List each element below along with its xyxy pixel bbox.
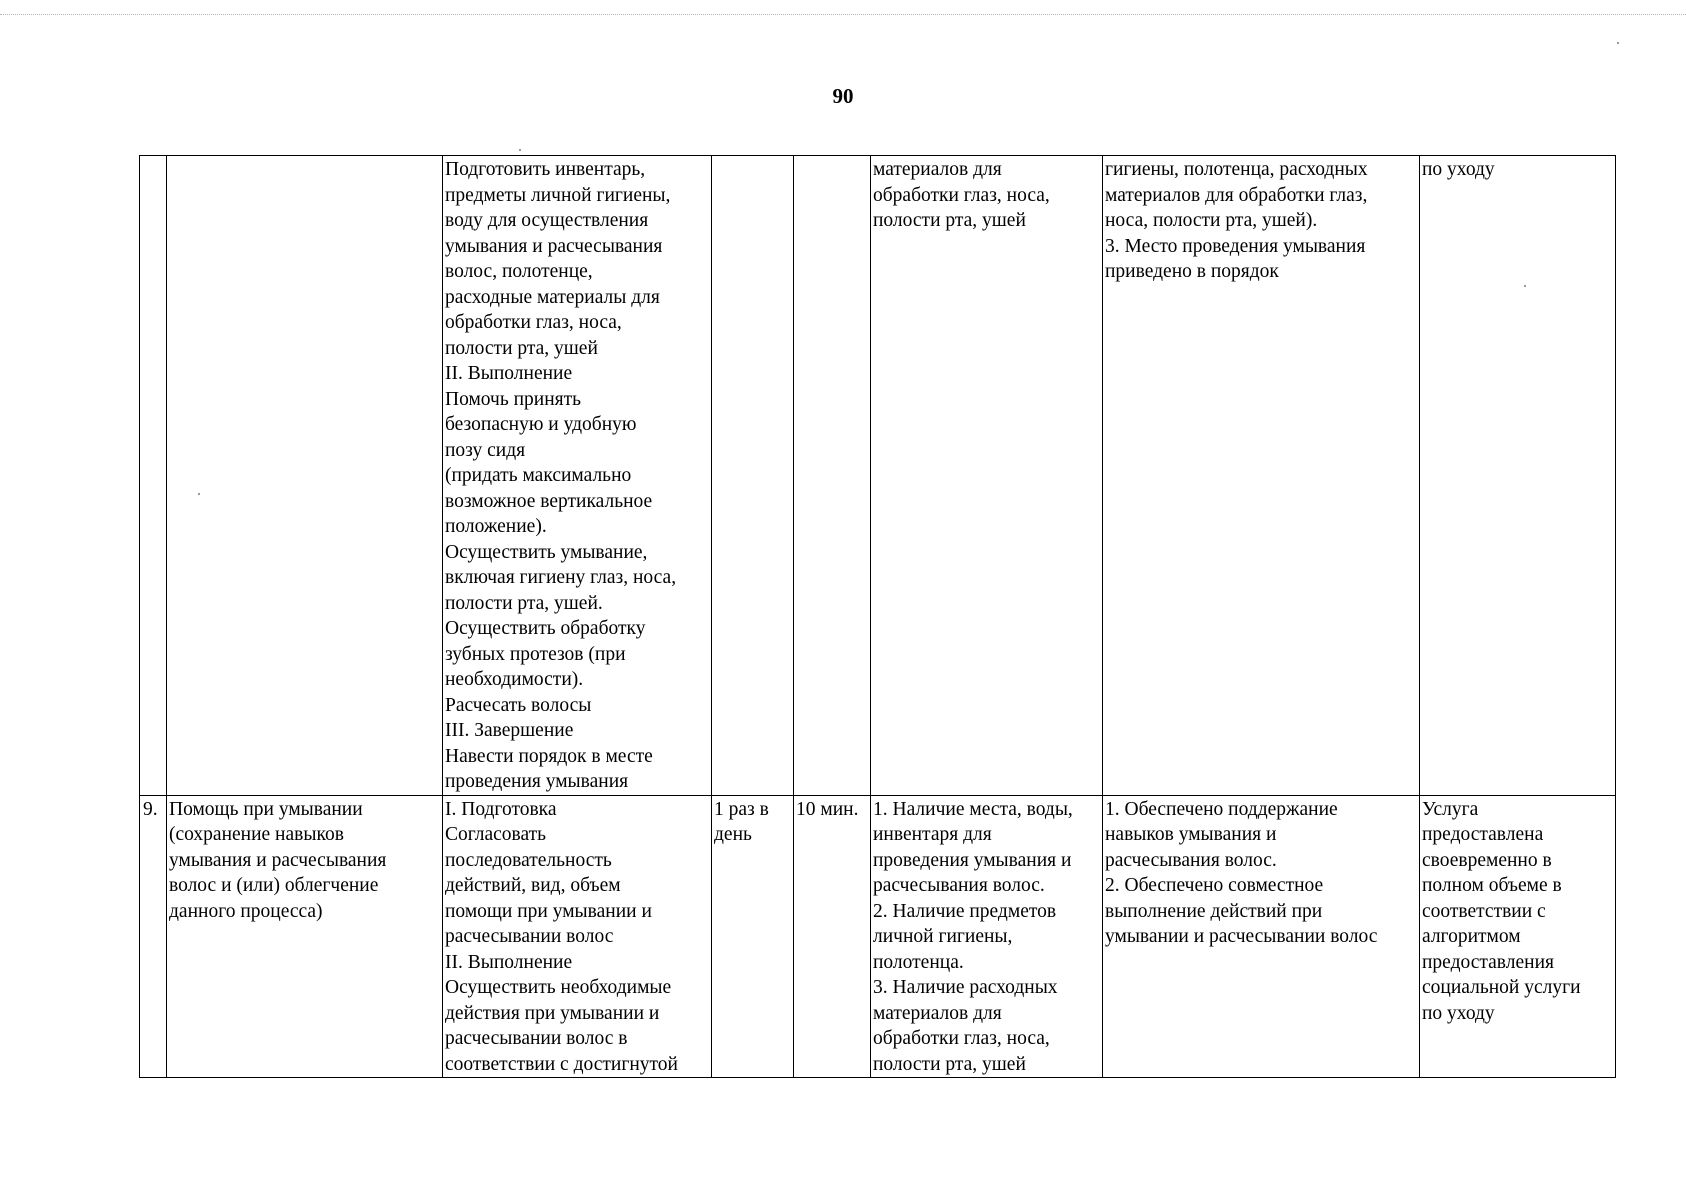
cell-service-name: Помощь при умывании (сохранение навыков умывания и расчесывания волос и (или) облегчение данного процесса) <box>167 795 443 1078</box>
table-row-9 <box>140 795 1616 1078</box>
scan-speck <box>519 149 521 151</box>
page-number: 90 <box>832 84 854 108</box>
services-table <box>139 155 1616 1078</box>
cell-results: гигиены, полотенца, расходных материалов для обработки глаз, носа, полости рта, ушей). 3. Место проведения умывания приведено в порядок <box>1103 156 1420 796</box>
cell-quality: по уходу <box>1420 156 1616 796</box>
cell-frequency: 1 раз в день <box>712 795 794 1078</box>
cell-procedure: Подготовить инвентарь, предметы личной гигиены, воду для осуществления умывания и расчесывания волос, полотенце, расходные материалы для обработки глаз, носа, полости рта, ушей II. Выполнение Помочь принять безопасную и удобную позу сидя (придать максимально возможное вертикальное положение). Осуществить умывание, включая гигиену глаз, носа, полости рта, ушей. Осуществить обработку зубных протезов (при необходимости). Расчесать волосы III. Завершение Навести порядок в месте проведения умывания <box>443 156 712 796</box>
cell-duration: 10 мин. <box>794 795 871 1078</box>
cell-quality: Услуга предоставлена своевременно в полном объеме в соответствии с алгоритмом предоставления социальной услуги по уходу <box>1420 795 1616 1078</box>
scan-speck <box>198 493 200 495</box>
cell-frequency <box>712 156 794 796</box>
cell-conditions: материалов для обработки глаз, носа, полости рта, ушей <box>871 156 1103 796</box>
cell-number: 9. <box>140 795 167 1078</box>
table-row-continuation <box>140 156 1616 796</box>
scan-speck <box>1617 42 1619 44</box>
cell-service-name <box>167 156 443 796</box>
scan-speck <box>1524 285 1526 287</box>
cell-number <box>140 156 167 796</box>
cell-conditions: 1. Наличие места, воды, инвентаря для проведения умывания и расчесывания волос. 2. Наличие предметов личной гигиены, полотенца. 3. Наличие расходных материалов для обработки глаз, носа, полости рта, ушей <box>871 795 1103 1078</box>
scan-edge-artifact <box>0 14 1686 18</box>
cell-procedure: I. Подготовка Согласовать последовательность действий, вид, объем помощи при умывании и расчесывании волос II. Выполнение Осуществить необходимые действия при умывании и расчесывании волос в соответствии с достигнутой <box>443 795 712 1078</box>
cell-results: 1. Обеспечено поддержание навыков умывания и расчесывания волос. 2. Обеспечено совместное выполнение действий при умывании и расчесывании волос <box>1103 795 1420 1078</box>
cell-duration <box>794 156 871 796</box>
